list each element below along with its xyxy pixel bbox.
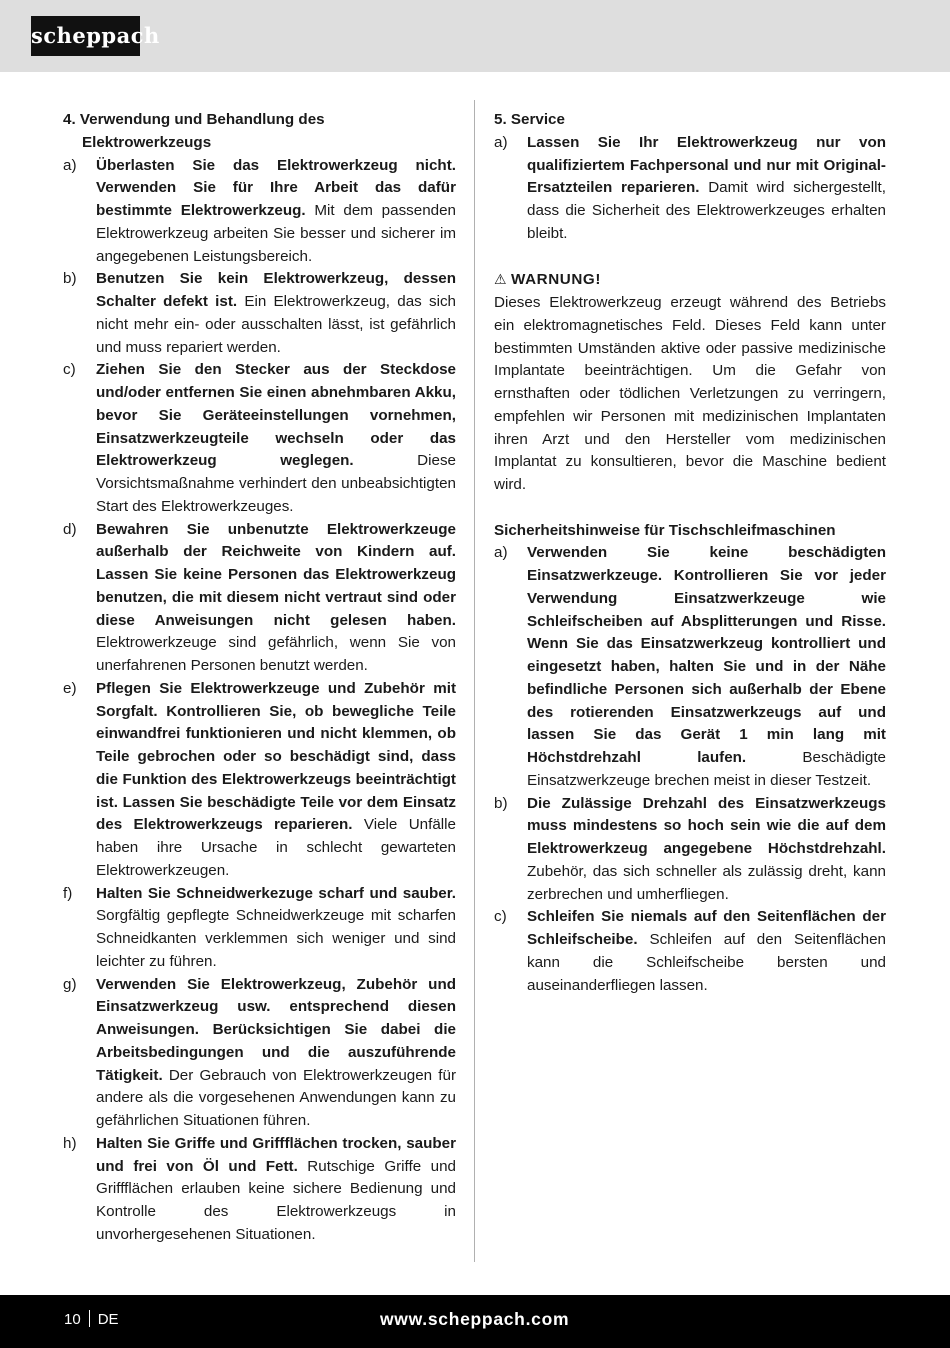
safety-item	[494, 793, 886, 907]
item-text	[527, 132, 886, 246]
item-letter: f)	[63, 884, 73, 902]
service-list	[494, 132, 886, 246]
item-letter: b)	[494, 794, 508, 812]
warning-heading	[494, 268, 886, 292]
item-letter: b)	[63, 270, 77, 288]
item-bold-text: Halten Sie Griffe und Griffflächen trocken, sauber und frei von Öl und Fett.	[96, 1134, 456, 1175]
page-number: 10	[64, 1311, 81, 1328]
safety-item	[494, 542, 886, 792]
service-item	[494, 132, 886, 246]
item-normal-text: Damit wird sichergestellt, dass die Sicherheit des Elektrowerkzeuges erhalten bleibt.	[527, 179, 886, 242]
item-normal-text: Zubehör, das sich schneller als zulässig dreht, kann zerbrechen und umherfliegen.	[527, 862, 886, 903]
item-bold-text: Verwenden Sie Elektrowerkzeug, Zubehör und Einsatzwerkzeug usw. entsprechend diesen Anweisungen. Berücksichtigen Sie dabei die Arbeitsbedingungen und die auszuführende Tätigkeit.	[96, 975, 456, 1084]
item-text	[96, 519, 456, 678]
usage-item	[63, 359, 456, 518]
page-indicator	[64, 1310, 119, 1330]
item-normal-text: Rutschige Griffe und Griffflächen erlauben keine sichere Bedienung und Kontrolle des Elektrowerkzeugs in unvorhergesehenen Situationen.	[96, 1157, 456, 1243]
item-normal-text: Sorgfältig gepflegte Schneidwerkzeuge mit scharfen Schneidkanten verklemmen sich weniger und sind leichter zu führen.	[96, 907, 456, 970]
item-bold-text: Lassen Sie Ihr Elektrowerkzeug nur von qualifiziertem Fachpersonal und nur mit Original-Ersatzteilen reparieren.	[527, 133, 886, 197]
safety-list	[494, 542, 886, 997]
item-bold-text: Die Zulässige Drehzahl des Einsatzwerkzeugs muss mindestens so hoch sein wie die auf dem Elektrowerkzeug angegebene Höchstdrehzahl.	[527, 794, 886, 857]
item-normal-text: Mit dem passenden Elektrowerkzeug arbeiten Sie besser und sicherer im angegebenen Leistungsbereich.	[96, 202, 456, 265]
right-column	[494, 109, 886, 997]
section-heading-safety: Sicherheitshinweise für Tischschleifmaschinen	[494, 521, 836, 539]
item-text	[96, 155, 456, 269]
header-band	[0, 0, 950, 72]
item-text	[96, 1133, 456, 1247]
item-bold-text: Benutzen Sie kein Elektrowerkzeug, dessen Schalter defekt ist.	[96, 270, 456, 310]
language-code: DE	[97, 1311, 119, 1328]
usage-item	[63, 974, 456, 1133]
item-letter: g)	[63, 975, 77, 993]
item-normal-text: Ein Elektrowerkzeug, das sich nicht mehr ein- oder ausschalten lässt, ist gefährlich und muss repariert werden.	[96, 293, 456, 356]
item-text	[96, 974, 456, 1133]
item-text	[96, 883, 456, 974]
warning-text: Dieses Elektrowerkzeug erzeugt während des Betriebs ein elektromagnetisches Feld. Dieses Feld kann unter bestimmten Umständen aktive oder passive medizinische Implantate beeinträchtigen. Um die Gefahr von ernsthaften oder tödlichen Verletzungen zu verringern, empfehlen wir Personen mit medizinischen Implantaten ihren Arzt und den Hersteller vom medizinischen Implantat zu konsultieren, bevor die Maschine bedient wird.	[494, 294, 886, 493]
item-letter: a)	[494, 544, 508, 562]
usage-item	[63, 268, 456, 359]
item-text	[527, 906, 886, 997]
item-text	[527, 542, 886, 792]
item-normal-text: Beschädigte Einsatzwerkzeuge brechen meist in dieser Testzeit.	[527, 749, 886, 789]
item-bold-text: Bewahren Sie unbenutzte Elektrowerkzeuge außerhalb der Reichweite von Kindern auf. Lassen Sie keine Personen das Elektrowerkzeug benutzen, die mit diesem nicht vertraut sind oder diese Anweisungen nicht gelesen haben.	[96, 520, 456, 629]
item-letter: e)	[63, 679, 77, 697]
usage-item	[63, 155, 456, 269]
item-bold-text: Überlasten Sie das Elektrowerkzeug nicht. Verwenden Sie für Ihre Arbeit das dafür bestimmte Elektrowerkzeug.	[96, 156, 456, 219]
item-normal-text: Diese Vorsichtsmaßnahme verhindert den unbeabsichtigten Start des Elektrowerkzeuges.	[96, 452, 456, 515]
item-letter: c)	[494, 908, 507, 926]
item-normal-text: Der Gebrauch von Elektrowerkzeugen für andere als die vorgesehenen Anwendungen kann zu gefährlichen Situationen führen.	[96, 1066, 456, 1129]
website-link[interactable]: www.scheppach.com	[380, 1309, 570, 1329]
item-text	[96, 359, 456, 518]
item-letter: c)	[63, 361, 76, 379]
footer-bar	[0, 1295, 950, 1348]
usage-list	[63, 155, 456, 1247]
column-divider	[474, 100, 475, 1262]
item-bold-text: Verwenden Sie keine beschädigten Einsatzwerkzeuge. Kontrollieren Sie vor jeder Verwendung Einsatzwerkzeuge wie Schleifscheiben auf Absplitterungen und Risse. Wenn Sie das Einsatzwerkzeug kontrolliert und eingesetzt haben, halten Sie und in der Nähe befindliche Personen sich außerhalb der Ebene des rotierenden Einsatzwerkzeugs auf und lassen Sie das Gerät 1 min lang mit Höchstdrehzahl laufen.	[527, 544, 886, 766]
warning-title: WARNUNG!	[511, 271, 602, 289]
item-normal-text: Elektrowerkzeuge sind gefährlich, wenn Sie von unerfahrenen Personen benutzt werden.	[96, 634, 456, 674]
section-heading-usage: 4. Verwendung und Behandlung des Elektrowerkzeugs	[63, 111, 325, 151]
item-bold-text: Ziehen Sie den Stecker aus der Steckdose und/oder entfernen Sie einen abnehmbaren Akku, bevor Sie Geräteeinstellungen vornehmen, Einsatzwerkzeugteile wechseln oder das Elektrowerkzeug weglegen.	[96, 361, 456, 470]
item-normal-text: Viele Unfälle haben ihre Ursache in schlecht gewarteten Elektrowerkzeugen.	[96, 816, 456, 879]
item-letter: a)	[494, 133, 508, 151]
usage-item	[63, 883, 456, 974]
usage-item	[63, 1133, 456, 1247]
item-letter: h)	[63, 1134, 77, 1152]
item-text	[96, 678, 456, 883]
left-column	[63, 109, 456, 1247]
item-normal-text: Schleifen auf den Seitenflächen kann die Schleifscheibe bersten und auseinanderfliegen lassen.	[527, 931, 886, 994]
section-heading-service: 5. Service	[494, 111, 565, 128]
warning-triangle-icon: ⚠	[494, 271, 508, 288]
item-text	[96, 268, 456, 359]
safety-item	[494, 906, 886, 997]
item-bold-text: Halten Sie Schneidwerkezuge scharf und sauber.	[96, 884, 456, 902]
item-letter: a)	[63, 156, 77, 174]
usage-item	[63, 519, 456, 678]
item-letter: d)	[63, 520, 77, 538]
brand-logo: scheppach	[31, 16, 140, 56]
item-bold-text: Schleifen Sie niemals auf den Seitenflächen der Schleifscheibe.	[527, 908, 886, 948]
item-bold-text: Pflegen Sie Elektrowerkzeuge und Zubehör mit Sorgfalt. Kontrollieren Sie, ob bewegliche Teile einwandfrei funktionieren und nicht klemmen, ob Teile gebrochen oder so beschädigt sind, dass die Funktion des Elektrowerkzeugs beeinträchtigt ist. Lassen Sie beschädigte Teile vor dem Einsatz des Elektrowerkzeugs reparieren.	[96, 679, 456, 834]
item-text	[527, 793, 886, 907]
usage-item	[63, 678, 456, 883]
